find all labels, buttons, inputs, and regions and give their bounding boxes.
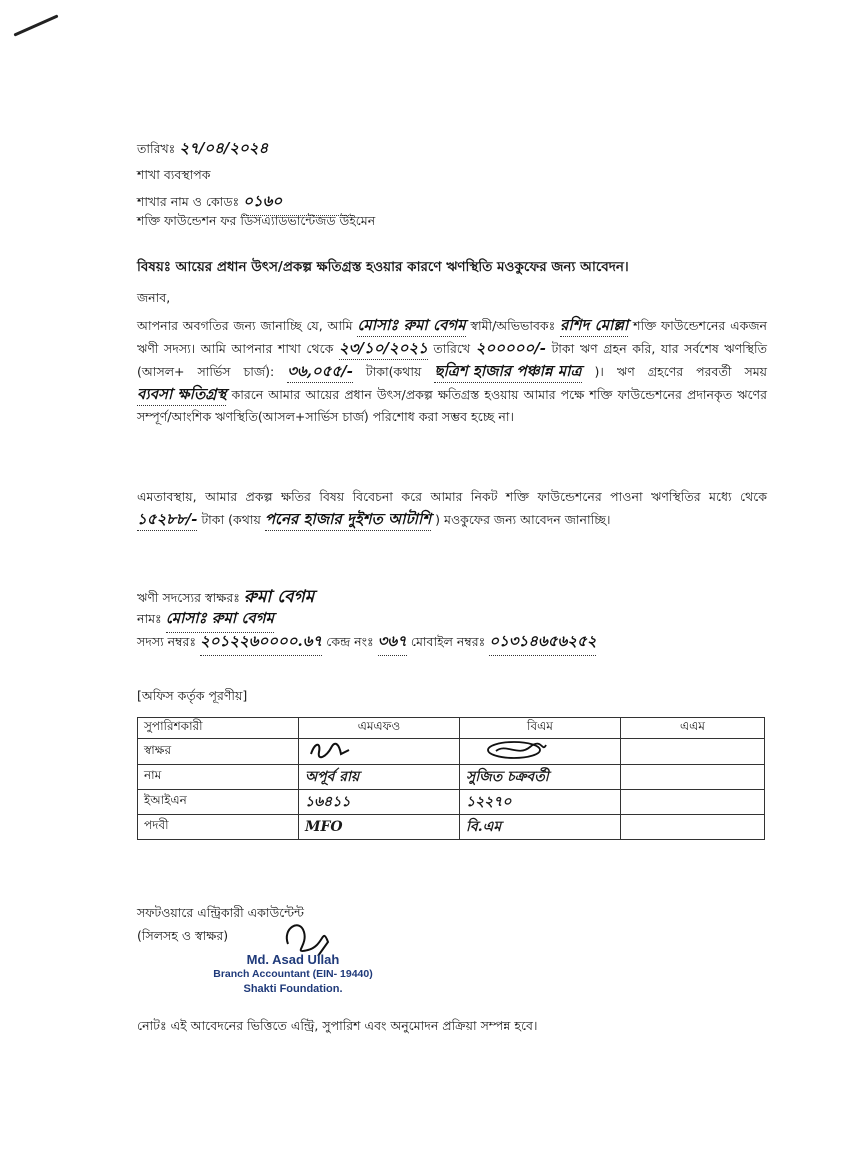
para2-text-2: টাকা (কথায় [201,512,261,527]
member-number-label: সদস্য নম্বরঃ [137,634,197,649]
loss-reason: ব্যবসা ক্ষতিগ্রস্থ [137,383,226,406]
bm-designation: বি.এম [460,815,621,840]
stamp-org: Shakti Foundation. [243,983,343,995]
guardian-name: রশিদ মোল্লা [560,314,628,337]
center-label: কেন্দ্র নংঃ [326,634,374,649]
header-am: এএম [621,718,765,739]
waive-amount: ১৫২৮৮/- [137,508,197,531]
member-name: মোসাঃ রুমা বেগম [166,607,274,633]
row-label: নাম [138,765,299,790]
para1-text-7: )। ঋণ গ্রহণের পরবর্তী সময় [594,364,768,379]
date-line [137,137,268,162]
mfo-name: অপূর্ব রায় [299,765,460,790]
para1-text-3: শক্তি ফাউন্ডেশনের একজন ঋণী সদস্য। আমি আপনার শাখা থেকে [137,318,767,356]
table-row [138,739,765,765]
bm-signature-cell [460,739,621,765]
para2-text-1: এমতাবস্থায়, আমার প্রকল্প ক্ষতির বিষয় বিবেচনা করে আমার নিকট শক্তি ফাউন্ডেশনের পাওনা ঋণস্থিতির মধ্যে থেকে [137,489,767,504]
bm-name: সুজিত চক্রবর্তী [460,765,621,790]
applicant-name: মোসাঃ রুমা বেগম [357,314,465,337]
date-label: তারিখঃ [137,141,176,156]
row-label: পদবী [138,815,299,840]
para1-text-6: টাকা(কথায় [365,364,422,379]
header-recommender: সুপারিশকারী [138,718,299,739]
loan-balance: ৩৬,০৫৫/- [287,360,353,383]
para1-text-8: কারনে আমার আয়ের প্রধান উৎস/প্রকল্প ক্ষতিগ্রস্ত হওয়ায় আমার পক্ষে শক্তি ফাউন্ডেশনের প্রদানকৃত ঋণের সম্পূর্ণ/আংশিক ঋণস্থিতি(আসল+সার্ভিস চার্জ) পরিশোধ করা সম্ভব হচ্ছে না। [137,387,767,424]
table-row [138,765,765,790]
para1-text-1: আপনার অবগতির জন্য জানাচ্ছি যে, আমি [137,318,353,333]
office-section-title: [অফিস কর্তৃক পূরণীয়] [137,688,248,703]
mfo-ein: ১৬৪১১ [299,790,460,815]
am-ein [621,790,765,815]
am-signature-cell [621,739,765,765]
waive-in-words: পনের হাজার দুইশত আটাশি [265,508,431,531]
salutation: জনাব, [137,290,171,305]
table-row [138,790,765,815]
member-signature-label: ঋণী সদস্যের স্বাক্ষরঃ [137,590,240,605]
table-row [138,815,765,840]
mfo-signature-cell [299,739,460,765]
member-number: ২০১২২৬০০০০.৬৭ [200,630,322,656]
branch-code: ০১৬০ [243,190,353,216]
row-label: স্বাক্ষর [138,739,299,765]
branch-label: শাখার নাম ও কোডঃ [137,194,240,209]
am-designation [621,815,765,840]
office-table-header [138,718,765,739]
loan-date: ২৩/১০/২০২১ [339,337,428,360]
mfo-designation: MFO [299,815,460,840]
member-number-line [137,630,596,656]
header-mfo: এমএফও [299,718,460,739]
center-number: ৩৬৭ [378,630,407,656]
mobile-number: ০১৩১৪৬৫৬২৫২ [489,630,596,656]
am-name [621,765,765,790]
stamp-name: Md. Asad Ullah [246,952,340,967]
mobile-label: মোবাইল নম্বরঃ [410,634,486,649]
office-table [137,717,765,840]
footer-note: নোটঃ এই আবেদনের ভিত্তিতে এন্ট্রি, সুপারিশ এবং অনুমোদন প্রক্রিয়া সম্পন্ন হবে। [137,1018,538,1033]
header-bm: বিএম [460,718,621,739]
pen-mark [13,14,58,36]
recipient-title: শাখা ব্যবস্থাপক [137,167,211,182]
stamp-role: Branch Accountant (EIN- 19440) [213,968,373,980]
date-value: ২৭/০৪/২০২৪ [179,139,269,157]
para1-text-5: টাকা ঋণ গ্রহন করি, যার সর্বশেষ ঋণস্থিতি (আসল+ সার্ভিস চার্জ): [137,341,767,379]
member-name-label: নামঃ [137,611,162,626]
bm-ein: ১২২৭০ [460,790,621,815]
subject-line: বিষয়ঃ আয়ের প্রধান উৎস/প্রকল্প ক্ষতিগ্রস্ত হওয়ার কারণে ঋণস্থিতি মওকুফের জন্য আবেদন। [137,259,629,275]
para1-text-2: স্বামী/অভিভাবকঃ [470,318,556,333]
para2-text-3: ) মওকুফের জন্য আবেদন জানাচ্ছি। [435,512,611,527]
bm-signature [466,739,556,761]
body-paragraph-1 [137,314,767,428]
accountant-title: সফটওয়ারে এন্ট্রিকারী একাউন্টেন্ট [137,905,304,920]
org-name: শক্তি ফাউন্ডেশন ফর ডিসএ্যাডভান্টেজড উইমেন [137,213,376,228]
accountant-seal-note: (সিলসহ ও স্বাক্ষর) [137,928,229,943]
body-paragraph-2 [137,486,767,531]
loan-amount: ২০০০০০/- [475,339,546,357]
member-signature: রুমা বেগম [243,587,315,607]
para1-text-4: তারিখে [433,341,471,356]
row-label: ইআইএন [138,790,299,815]
mfo-signature [305,740,365,760]
balance-in-words: ছত্রিশ হাজার পঞ্চান্ন মাত্র [434,360,581,383]
